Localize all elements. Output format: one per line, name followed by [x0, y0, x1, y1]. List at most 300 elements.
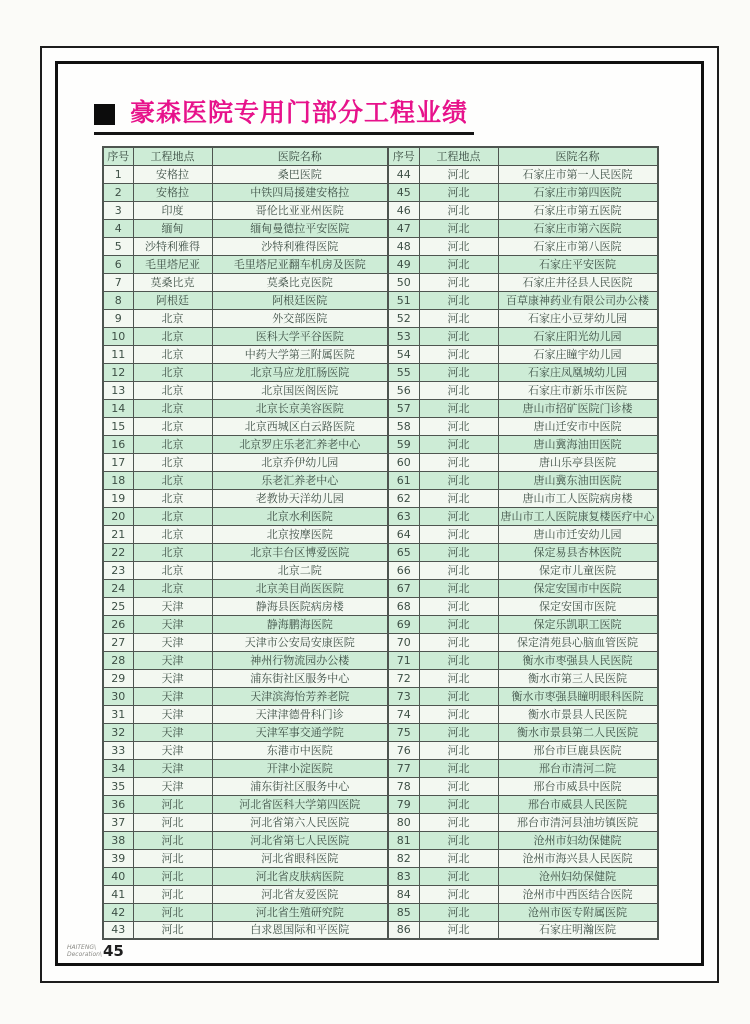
cell-location-right: 河北	[419, 723, 498, 741]
brand-mark	[67, 944, 102, 958]
cell-hospital-right: 沧州市妇幼保健院	[498, 831, 658, 849]
cell-location-right: 河北	[419, 579, 498, 597]
cell-serial-left: 10	[103, 327, 133, 345]
cell-hospital-right: 保定清苑县心脑血管医院	[498, 633, 658, 651]
cell-serial-right: 50	[388, 273, 419, 291]
cell-location-right: 河北	[419, 831, 498, 849]
cell-location-right: 河北	[419, 165, 498, 183]
header-serial-right: 序号	[388, 147, 419, 165]
cell-hospital-right: 邢台市清河二院	[498, 759, 658, 777]
cell-location-right: 河北	[419, 219, 498, 237]
cell-serial-left: 15	[103, 417, 133, 435]
projects-table	[102, 146, 659, 940]
cell-location-left: 北京	[133, 363, 212, 381]
table-row	[103, 399, 658, 417]
cell-serial-left: 43	[103, 921, 133, 939]
cell-hospital-left: 天津滨海怡芳养老院	[212, 687, 388, 705]
cell-serial-right: 85	[388, 903, 419, 921]
cell-location-right: 河北	[419, 741, 498, 759]
cell-hospital-left: 河北省皮肤病医院	[212, 867, 388, 885]
cell-hospital-right: 衡水市枣强县人民医院	[498, 651, 658, 669]
cell-hospital-right: 唐山市工人医院病房楼	[498, 489, 658, 507]
cell-location-right: 河北	[419, 867, 498, 885]
cell-location-left: 河北	[133, 903, 212, 921]
table-row	[103, 165, 658, 183]
table-row	[103, 597, 658, 615]
cell-serial-right: 54	[388, 345, 419, 363]
cell-serial-right: 83	[388, 867, 419, 885]
table-row	[103, 759, 658, 777]
table-row	[103, 291, 658, 309]
table-row	[103, 579, 658, 597]
cell-serial-left: 26	[103, 615, 133, 633]
cell-serial-left: 23	[103, 561, 133, 579]
cell-serial-left: 24	[103, 579, 133, 597]
cell-hospital-left: 河北省生殖研究院	[212, 903, 388, 921]
cell-location-right: 河北	[419, 525, 498, 543]
table-row	[103, 543, 658, 561]
cell-serial-left: 28	[103, 651, 133, 669]
cell-location-right: 河北	[419, 759, 498, 777]
cell-serial-left: 6	[103, 255, 133, 273]
cell-serial-left: 20	[103, 507, 133, 525]
brand-line2: Decoration\	[67, 951, 102, 958]
page-title: 豪森医院专用门部分工程业绩	[130, 98, 469, 127]
cell-location-right: 河北	[419, 669, 498, 687]
cell-location-right: 河北	[419, 489, 498, 507]
cell-hospital-left: 中铁四局援建安格拉	[212, 183, 388, 201]
cell-serial-left: 27	[103, 633, 133, 651]
cell-serial-right: 78	[388, 777, 419, 795]
cell-location-left: 北京	[133, 543, 212, 561]
cell-serial-left: 29	[103, 669, 133, 687]
cell-serial-left: 5	[103, 237, 133, 255]
cell-serial-right: 71	[388, 651, 419, 669]
header-serial-left: 序号	[103, 147, 133, 165]
cell-hospital-left: 静海县医院病房楼	[212, 597, 388, 615]
cell-location-left: 北京	[133, 435, 212, 453]
cell-serial-right: 49	[388, 255, 419, 273]
table-row	[103, 327, 658, 345]
cell-hospital-left: 河北省医科大学第四医院	[212, 795, 388, 813]
cell-location-right: 河北	[419, 849, 498, 867]
cell-location-right: 河北	[419, 813, 498, 831]
cell-serial-right: 51	[388, 291, 419, 309]
cell-hospital-left: 北京二院	[212, 561, 388, 579]
cell-serial-left: 17	[103, 453, 133, 471]
cell-location-right: 河北	[419, 471, 498, 489]
cell-hospital-right: 石家庄市第六医院	[498, 219, 658, 237]
cell-serial-right: 79	[388, 795, 419, 813]
cell-location-left: 天津	[133, 597, 212, 615]
table-row	[103, 813, 658, 831]
cell-location-right: 河北	[419, 885, 498, 903]
table-row	[103, 777, 658, 795]
table-row	[103, 273, 658, 291]
cell-serial-right: 57	[388, 399, 419, 417]
cell-hospital-right: 石家庄阳光幼儿园	[498, 327, 658, 345]
cell-location-left: 北京	[133, 399, 212, 417]
cell-hospital-right: 邢台市清河县油坊镇医院	[498, 813, 658, 831]
cell-serial-left: 19	[103, 489, 133, 507]
cell-location-left: 河北	[133, 867, 212, 885]
cell-hospital-right: 邢台市威县人民医院	[498, 795, 658, 813]
cell-hospital-right: 沧州妇幼保健院	[498, 867, 658, 885]
page-footer	[67, 944, 124, 958]
cell-serial-right: 48	[388, 237, 419, 255]
cell-location-left: 天津	[133, 669, 212, 687]
cell-serial-left: 30	[103, 687, 133, 705]
cell-hospital-right: 保定安国市医院	[498, 597, 658, 615]
cell-serial-left: 18	[103, 471, 133, 489]
cell-hospital-left: 天津津德骨科门诊	[212, 705, 388, 723]
table-row	[103, 903, 658, 921]
header-location-right: 工程地点	[419, 147, 498, 165]
cell-location-left: 河北	[133, 813, 212, 831]
cell-hospital-left: 河北省友爱医院	[212, 885, 388, 903]
cell-location-left: 天津	[133, 651, 212, 669]
cell-serial-left: 34	[103, 759, 133, 777]
cell-location-left: 天津	[133, 615, 212, 633]
cell-serial-left: 8	[103, 291, 133, 309]
cell-hospital-right: 衡水市第三人民医院	[498, 669, 658, 687]
cell-location-left: 天津	[133, 705, 212, 723]
table-row	[103, 255, 658, 273]
cell-location-left: 河北	[133, 831, 212, 849]
cell-hospital-right: 石家庄凤凰城幼儿园	[498, 363, 658, 381]
cell-location-right: 河北	[419, 201, 498, 219]
cell-hospital-left: 河北省第七人民医院	[212, 831, 388, 849]
cell-serial-left: 13	[103, 381, 133, 399]
table-row	[103, 633, 658, 651]
cell-location-right: 河北	[419, 435, 498, 453]
cell-hospital-left: 北京马应龙肛肠医院	[212, 363, 388, 381]
cell-serial-right: 55	[388, 363, 419, 381]
cell-hospital-right: 唐山市招矿医院门诊楼	[498, 399, 658, 417]
cell-hospital-right: 石家庄市第五医院	[498, 201, 658, 219]
cell-location-right: 河北	[419, 651, 498, 669]
cell-location-left: 印度	[133, 201, 212, 219]
cell-serial-right: 62	[388, 489, 419, 507]
cell-serial-right: 66	[388, 561, 419, 579]
cell-hospital-left: 桑巴医院	[212, 165, 388, 183]
cell-location-left: 北京	[133, 327, 212, 345]
cell-serial-left: 25	[103, 597, 133, 615]
cell-serial-right: 82	[388, 849, 419, 867]
cell-location-right: 河北	[419, 705, 498, 723]
cell-location-right: 河北	[419, 363, 498, 381]
cell-serial-right: 52	[388, 309, 419, 327]
cell-serial-left: 4	[103, 219, 133, 237]
cell-serial-left: 16	[103, 435, 133, 453]
cell-location-left: 北京	[133, 561, 212, 579]
cell-hospital-right: 邢台市威县中医院	[498, 777, 658, 795]
page-number: 45	[102, 942, 124, 960]
cell-hospital-right: 石家庄小豆芽幼儿园	[498, 309, 658, 327]
cell-hospital-left: 缅甸曼德拉平安医院	[212, 219, 388, 237]
table-row	[103, 687, 658, 705]
cell-hospital-left: 神州行物流园办公楼	[212, 651, 388, 669]
table-row	[103, 795, 658, 813]
cell-hospital-right: 沧州市中西医结合医院	[498, 885, 658, 903]
cell-serial-right: 72	[388, 669, 419, 687]
cell-serial-right: 59	[388, 435, 419, 453]
cell-hospital-right: 衡水市景县第二人民医院	[498, 723, 658, 741]
cell-serial-left: 42	[103, 903, 133, 921]
cell-hospital-left: 北京国医阁医院	[212, 381, 388, 399]
cell-serial-right: 74	[388, 705, 419, 723]
table-row	[103, 525, 658, 543]
cell-hospital-left: 河北省第六人民医院	[212, 813, 388, 831]
cell-serial-right: 58	[388, 417, 419, 435]
page-outer-frame	[40, 46, 719, 983]
cell-serial-right: 67	[388, 579, 419, 597]
cell-location-right: 河北	[419, 633, 498, 651]
cell-location-right: 河北	[419, 795, 498, 813]
cell-location-left: 河北	[133, 795, 212, 813]
cell-serial-right: 69	[388, 615, 419, 633]
title-bullet-square	[94, 104, 115, 125]
cell-location-right: 河北	[419, 543, 498, 561]
cell-hospital-right: 唐山冀海油田医院	[498, 435, 658, 453]
cell-hospital-right: 石家庄平安医院	[498, 255, 658, 273]
cell-serial-left: 40	[103, 867, 133, 885]
table-row	[103, 831, 658, 849]
cell-hospital-right: 衡水市景县人民医院	[498, 705, 658, 723]
cell-hospital-left: 外交部医院	[212, 309, 388, 327]
cell-serial-right: 47	[388, 219, 419, 237]
cell-hospital-left: 东港市中医院	[212, 741, 388, 759]
cell-serial-left: 35	[103, 777, 133, 795]
cell-serial-right: 73	[388, 687, 419, 705]
cell-hospital-left: 毛里塔尼亚翻车机房及医院	[212, 255, 388, 273]
cell-location-left: 毛里塔尼亚	[133, 255, 212, 273]
table-row	[103, 723, 658, 741]
cell-hospital-right: 沧州市医专附属医院	[498, 903, 658, 921]
cell-serial-left: 37	[103, 813, 133, 831]
cell-serial-left: 36	[103, 795, 133, 813]
cell-location-left: 北京	[133, 507, 212, 525]
cell-location-left: 北京	[133, 453, 212, 471]
cell-location-left: 北京	[133, 345, 212, 363]
cell-hospital-right: 石家庄市第八医院	[498, 237, 658, 255]
cell-hospital-left: 哥伦比亚亚州医院	[212, 201, 388, 219]
cell-hospital-left: 浦东街社区服务中心	[212, 669, 388, 687]
table-row	[103, 183, 658, 201]
cell-location-left: 阿根廷	[133, 291, 212, 309]
cell-location-right: 河北	[419, 903, 498, 921]
header-hospital-right: 医院名称	[498, 147, 658, 165]
cell-serial-right: 44	[388, 165, 419, 183]
cell-location-left: 河北	[133, 885, 212, 903]
cell-serial-right: 75	[388, 723, 419, 741]
cell-location-right: 河北	[419, 345, 498, 363]
cell-hospital-right: 唐山市迁安幼儿园	[498, 525, 658, 543]
table-row	[103, 381, 658, 399]
cell-hospital-right: 石家庄市第一人民医院	[498, 165, 658, 183]
cell-location-right: 河北	[419, 183, 498, 201]
table-body	[103, 165, 658, 939]
cell-location-left: 北京	[133, 471, 212, 489]
table-row	[103, 561, 658, 579]
cell-serial-left: 39	[103, 849, 133, 867]
table-row	[103, 363, 658, 381]
table-header-row	[103, 147, 658, 165]
cell-hospital-right: 邢台市巨鹿县医院	[498, 741, 658, 759]
cell-serial-right: 53	[388, 327, 419, 345]
cell-location-left: 安格拉	[133, 165, 212, 183]
cell-hospital-left: 乐老汇养老中心	[212, 471, 388, 489]
cell-hospital-left: 北京乔伊幼儿园	[212, 453, 388, 471]
cell-hospital-right: 石家庄市新乐市医院	[498, 381, 658, 399]
cell-hospital-left: 河北省眼科医院	[212, 849, 388, 867]
table-row	[103, 885, 658, 903]
cell-location-left: 北京	[133, 381, 212, 399]
table-row	[103, 615, 658, 633]
cell-location-left: 河北	[133, 921, 212, 939]
cell-hospital-left: 白求恩国际和平医院	[212, 921, 388, 939]
cell-location-right: 河北	[419, 615, 498, 633]
cell-hospital-right: 保定乐凯职工医院	[498, 615, 658, 633]
title-block	[94, 100, 474, 135]
cell-serial-left: 12	[103, 363, 133, 381]
table-row	[103, 669, 658, 687]
cell-serial-left: 33	[103, 741, 133, 759]
cell-serial-left: 32	[103, 723, 133, 741]
cell-location-left: 天津	[133, 723, 212, 741]
cell-serial-right: 46	[388, 201, 419, 219]
cell-hospital-right: 百草康神药业有限公司办公楼	[498, 291, 658, 309]
cell-hospital-left: 中药大学第三附属医院	[212, 345, 388, 363]
header-hospital-left: 医院名称	[212, 147, 388, 165]
cell-serial-right: 56	[388, 381, 419, 399]
cell-serial-right: 86	[388, 921, 419, 939]
cell-hospital-left: 北京长京美容医院	[212, 399, 388, 417]
table-row	[103, 435, 658, 453]
table-row	[103, 453, 658, 471]
cell-hospital-left: 北京水利医院	[212, 507, 388, 525]
cell-hospital-right: 保定易县杏林医院	[498, 543, 658, 561]
cell-hospital-right: 唐山迁安市中医院	[498, 417, 658, 435]
cell-location-left: 北京	[133, 489, 212, 507]
cell-location-right: 河北	[419, 273, 498, 291]
cell-location-right: 河北	[419, 921, 498, 939]
cell-serial-right: 60	[388, 453, 419, 471]
cell-serial-right: 70	[388, 633, 419, 651]
cell-location-left: 北京	[133, 309, 212, 327]
table-row	[103, 309, 658, 327]
projects-table-wrap	[102, 146, 659, 940]
cell-location-left: 北京	[133, 417, 212, 435]
cell-serial-right: 45	[388, 183, 419, 201]
cell-hospital-right: 石家庄瞳宇幼儿园	[498, 345, 658, 363]
cell-hospital-left: 静海鹏海医院	[212, 615, 388, 633]
cell-serial-left: 3	[103, 201, 133, 219]
cell-location-left: 天津	[133, 759, 212, 777]
cell-hospital-left: 阿根廷医院	[212, 291, 388, 309]
cell-location-right: 河北	[419, 777, 498, 795]
cell-location-left: 安格拉	[133, 183, 212, 201]
cell-location-left: 天津	[133, 687, 212, 705]
table-row	[103, 201, 658, 219]
cell-location-right: 河北	[419, 327, 498, 345]
cell-location-left: 沙特利雅得	[133, 237, 212, 255]
cell-hospital-right: 唐山乐亭县医院	[498, 453, 658, 471]
cell-hospital-left: 医科大学平谷医院	[212, 327, 388, 345]
cell-location-left: 天津	[133, 633, 212, 651]
cell-location-right: 河北	[419, 291, 498, 309]
cell-serial-left: 1	[103, 165, 133, 183]
cell-serial-left: 11	[103, 345, 133, 363]
cell-hospital-right: 唐山冀东油田医院	[498, 471, 658, 489]
cell-serial-right: 65	[388, 543, 419, 561]
cell-hospital-right: 石家庄井径县人民医院	[498, 273, 658, 291]
cell-serial-right: 61	[388, 471, 419, 489]
table-row	[103, 417, 658, 435]
brand-line1: HAITENG\	[67, 944, 97, 951]
table-row	[103, 741, 658, 759]
cell-hospital-right: 保定市儿童医院	[498, 561, 658, 579]
cell-location-right: 河北	[419, 255, 498, 273]
cell-hospital-right: 沧州市海兴县人民医院	[498, 849, 658, 867]
cell-serial-left: 9	[103, 309, 133, 327]
cell-serial-right: 80	[388, 813, 419, 831]
cell-hospital-left: 北京丰台区博爱医院	[212, 543, 388, 561]
cell-hospital-right: 石家庄市第四医院	[498, 183, 658, 201]
cell-location-right: 河北	[419, 417, 498, 435]
table-row	[103, 507, 658, 525]
cell-serial-right: 76	[388, 741, 419, 759]
cell-hospital-left: 北京西城区白云路医院	[212, 417, 388, 435]
cell-serial-right: 68	[388, 597, 419, 615]
cell-location-left: 河北	[133, 849, 212, 867]
cell-serial-left: 2	[103, 183, 133, 201]
cell-hospital-left: 北京罗庄乐老汇养老中心	[212, 435, 388, 453]
cell-hospital-left: 浦东街社区服务中心	[212, 777, 388, 795]
cell-location-right: 河北	[419, 453, 498, 471]
cell-location-left: 天津	[133, 777, 212, 795]
cell-serial-right: 63	[388, 507, 419, 525]
table-row	[103, 471, 658, 489]
cell-location-right: 河北	[419, 687, 498, 705]
cell-serial-left: 22	[103, 543, 133, 561]
table-row	[103, 849, 658, 867]
cell-serial-right: 81	[388, 831, 419, 849]
cell-location-right: 河北	[419, 561, 498, 579]
cell-location-right: 河北	[419, 381, 498, 399]
page-inner-frame	[55, 61, 704, 966]
cell-location-left: 北京	[133, 579, 212, 597]
cell-location-right: 河北	[419, 399, 498, 417]
table-row	[103, 345, 658, 363]
cell-location-left: 北京	[133, 525, 212, 543]
cell-hospital-left: 开津小淀医院	[212, 759, 388, 777]
cell-serial-left: 14	[103, 399, 133, 417]
cell-location-right: 河北	[419, 507, 498, 525]
cell-serial-left: 31	[103, 705, 133, 723]
cell-hospital-left: 老教协天洋幼儿园	[212, 489, 388, 507]
cell-hospital-left: 莫桑比克医院	[212, 273, 388, 291]
cell-location-right: 河北	[419, 597, 498, 615]
cell-serial-right: 64	[388, 525, 419, 543]
cell-serial-left: 41	[103, 885, 133, 903]
cell-location-right: 河北	[419, 309, 498, 327]
table-row	[103, 489, 658, 507]
table-row	[103, 219, 658, 237]
cell-hospital-right: 石家庄明瀚医院	[498, 921, 658, 939]
cell-serial-right: 77	[388, 759, 419, 777]
cell-hospital-left: 沙特利雅得医院	[212, 237, 388, 255]
